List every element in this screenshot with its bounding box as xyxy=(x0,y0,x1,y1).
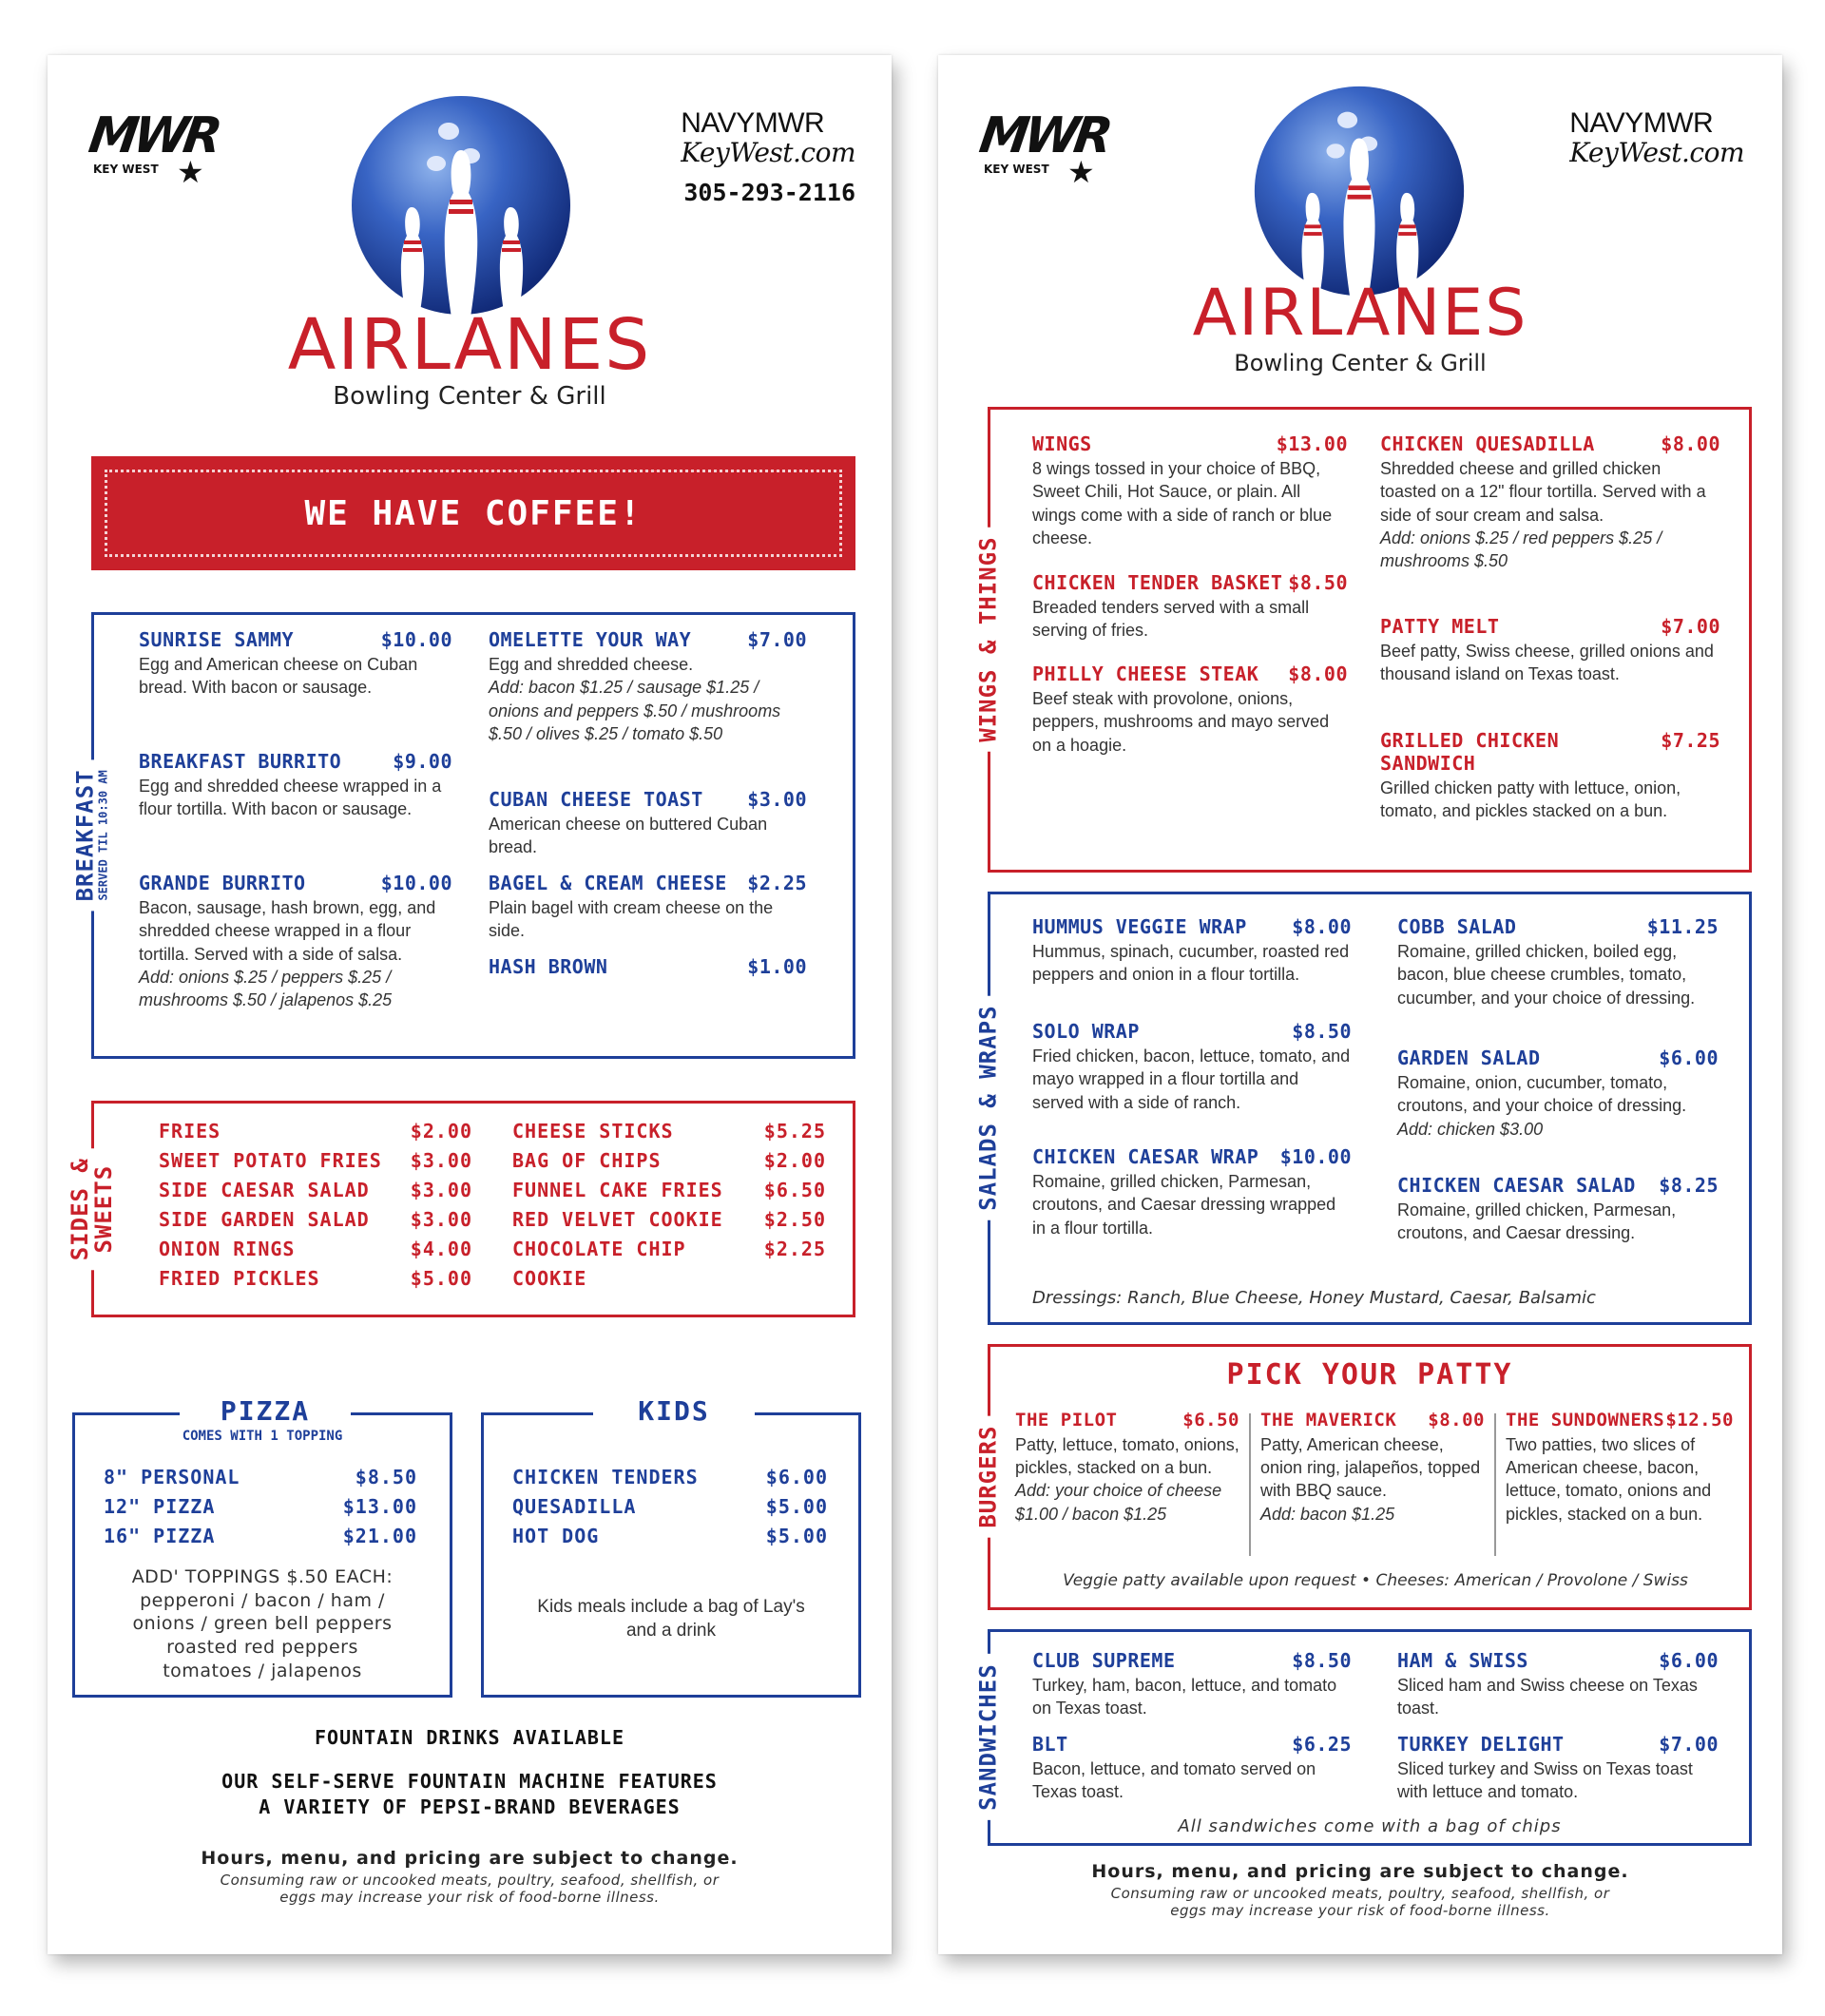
breakfast-label xyxy=(62,615,123,1056)
item-price: $4.00 xyxy=(410,1238,472,1260)
item-name: CLUB SUPREME xyxy=(1032,1649,1176,1672)
item-description: Romaine, grilled chicken, Parmesan, croutons, and Caesar dressing. xyxy=(1397,1200,1677,1243)
list-item xyxy=(104,1522,417,1551)
item-name: COBB SALAD xyxy=(1397,915,1517,938)
item-price: $5.25 xyxy=(763,1120,826,1142)
item-name: SIDE GARDEN SALAD xyxy=(159,1208,370,1231)
item-name: QUESADILLA xyxy=(512,1495,637,1518)
item-price: $5.00 xyxy=(765,1495,828,1518)
menu-item xyxy=(1380,729,1720,823)
list-item xyxy=(104,1463,417,1492)
item-description: Hummus, spinach, cucumber, roasted red peppers and onion in a flour tortilla. xyxy=(1032,942,1350,985)
list-item xyxy=(159,1235,472,1264)
list-item xyxy=(512,1146,826,1176)
mwr-location: KEY WEST xyxy=(984,163,1049,176)
item-price: $6.50 xyxy=(763,1179,826,1201)
menu-item xyxy=(489,628,807,745)
menu-item xyxy=(1397,915,1719,1009)
column-divider xyxy=(1494,1413,1496,1556)
item-price: $3.00 xyxy=(410,1179,472,1201)
item-name: THE MAVERICK xyxy=(1260,1410,1397,1430)
item-name: FUNNEL CAKE FRIES xyxy=(512,1179,723,1201)
item-price: $2.00 xyxy=(763,1149,826,1172)
list-item xyxy=(512,1235,826,1294)
menu-item xyxy=(489,955,807,978)
item-price: $7.25 xyxy=(1661,729,1720,752)
sides-label-line1: SIDES & xyxy=(66,1157,93,1261)
item-name: HASH BROWN xyxy=(489,955,608,978)
item-name: CHICKEN TENDERS xyxy=(512,1466,699,1488)
item-name: PHILLY CHEESE STEAK xyxy=(1032,662,1259,685)
wings-label-text: WINGS & THINGS xyxy=(974,536,1002,743)
sandwiches-note: All sandwiches come with a bag of chips xyxy=(1178,1816,1562,1836)
item-price: $12.50 xyxy=(1665,1410,1734,1430)
menu-item xyxy=(1032,1145,1352,1239)
mwr-logo xyxy=(975,107,1123,193)
brand-subtitle: Bowling Center & Grill xyxy=(333,382,606,411)
item-description: Plain bagel with cream cheese on the side. xyxy=(489,898,774,941)
item-name: CHICKEN TENDER BASKET xyxy=(1032,571,1283,594)
kids-note: Kids meals include a bag of Lay's and a drink xyxy=(537,1597,805,1641)
pizza-title: PIZZA xyxy=(180,1398,351,1425)
wings-section xyxy=(974,407,1752,873)
menu-item xyxy=(1032,915,1352,987)
menu-item xyxy=(1032,571,1348,643)
item-description: Egg and shredded cheese. xyxy=(489,655,694,674)
menu-item xyxy=(1032,662,1348,757)
item-price: $11.25 xyxy=(1646,915,1719,938)
coffee-banner xyxy=(91,456,855,570)
item-addons: Add: chicken $3.00 xyxy=(1397,1119,1544,1139)
fountain-drinks-heading: FOUNTAIN DRINKS AVAILABLE xyxy=(314,1726,625,1749)
bowling-ball-logo-icon xyxy=(349,93,573,317)
item-name: GRANDE BURRITO xyxy=(139,872,306,894)
item-description: Egg and American cheese on Cuban bread. With bacon or sausage. xyxy=(139,655,418,698)
item-description: Beef steak with provolone, onions, peppers, mushrooms and mayo served on a hoagie. xyxy=(1032,689,1330,755)
item-price: $3.00 xyxy=(410,1149,472,1172)
menu-item xyxy=(489,788,807,859)
item-price: $7.00 xyxy=(747,628,807,651)
list-item xyxy=(159,1205,472,1235)
menu-item xyxy=(1380,432,1720,572)
item-price: $13.00 xyxy=(342,1495,417,1518)
pick-your-patty-title: PICK YOUR PATTY xyxy=(1226,1358,1513,1392)
item-price: $2.50 xyxy=(763,1208,826,1231)
item-name: WINGS xyxy=(1032,432,1092,455)
website-line2: KeyWest.com xyxy=(681,136,855,168)
menu-item xyxy=(1397,1046,1719,1141)
item-price: $9.00 xyxy=(393,750,452,773)
wings-label xyxy=(958,410,1019,870)
brand-title: AIRLANES xyxy=(1192,276,1528,351)
item-description: Sliced turkey and Swiss on Texas toast with lettuce and tomato. xyxy=(1397,1759,1693,1802)
breakfast-label-text: BREAKFAST xyxy=(72,769,100,902)
item-price: $13.00 xyxy=(1276,432,1348,455)
item-description: Romaine, grilled chicken, Parmesan, croutons, and Caesar dressing wrapped in a flour tortilla. xyxy=(1032,1172,1336,1238)
breakfast-section xyxy=(72,612,855,1059)
item-price: $6.00 xyxy=(1659,1046,1719,1069)
disclaimer-line1: Consuming raw or uncooked meats, poultry, seafood, shellfish, or xyxy=(220,1872,720,1889)
list-item xyxy=(159,1146,472,1176)
pizza-subtitle: COMES WITH 1 TOPPING xyxy=(182,1429,343,1444)
salads-label-text: SALADS & WRAPS xyxy=(974,1005,1002,1212)
item-name: SUNRISE SAMMY xyxy=(139,628,295,651)
sides-list-right xyxy=(512,1117,826,1294)
menu-item xyxy=(1397,1174,1719,1245)
item-price: $5.00 xyxy=(410,1267,472,1290)
item-price: $8.50 xyxy=(1292,1649,1352,1672)
item-name: HAM & SWISS xyxy=(1397,1649,1528,1672)
toppings-line: tomatoes / jalapenos xyxy=(163,1660,362,1681)
item-price: $6.50 xyxy=(1182,1410,1239,1430)
menu-item xyxy=(139,750,452,821)
item-addons: Add: onions $.25 / red peppers $.25 / mushrooms $.50 xyxy=(1380,528,1662,571)
item-description: Sliced ham and Swiss cheese on Texas toast. xyxy=(1397,1676,1698,1718)
website-url[interactable] xyxy=(1569,108,1744,166)
sides-list-left xyxy=(159,1117,472,1294)
brand-title: AIRLANES xyxy=(287,304,652,386)
menu-page-back xyxy=(938,55,1782,1954)
item-description: Romaine, grilled chicken, boiled egg, bacon, blue cheese crumbles, tomato, cucumber, and your choice of dressing. xyxy=(1397,942,1696,1008)
menu-item xyxy=(1260,1410,1485,1526)
item-name: CHICKEN CAESAR SALAD xyxy=(1397,1174,1636,1197)
item-name: BAGEL & CREAM CHEESE xyxy=(489,872,727,894)
toppings-line: onions / green bell peppers xyxy=(132,1613,393,1635)
item-price: $6.25 xyxy=(1292,1733,1352,1756)
item-price: $8.50 xyxy=(1288,571,1348,594)
menu-item xyxy=(1032,1020,1352,1114)
item-description: Grilled chicken patty with lettuce, onion, tomato, and pickles stacked on a bun. xyxy=(1380,778,1681,821)
item-description: Egg and shredded cheese wrapped in a flour tortilla. With bacon or sausage. xyxy=(139,777,442,819)
brand-subtitle: Bowling Center & Grill xyxy=(1234,350,1487,376)
item-price: $7.00 xyxy=(1659,1733,1719,1756)
toppings-line: pepperoni / bacon / ham / xyxy=(140,1589,385,1611)
item-name: 16" PIZZA xyxy=(104,1525,216,1547)
item-price: $6.00 xyxy=(765,1466,828,1488)
item-price: $8.00 xyxy=(1292,915,1352,938)
item-description: Breaded tenders served with a small serving of fries. xyxy=(1032,598,1310,641)
item-name: CUBAN CHEESE TOAST xyxy=(489,788,703,811)
list-item xyxy=(104,1492,417,1522)
pizza-list xyxy=(104,1463,417,1551)
item-name: CHEESE STICKS xyxy=(512,1120,674,1142)
menu-item xyxy=(1015,1410,1239,1526)
item-name: RED VELVET COOKIE xyxy=(512,1208,723,1231)
item-price: $7.00 xyxy=(1661,615,1720,638)
item-name: SOLO WRAP xyxy=(1032,1020,1140,1043)
breakfast-hours: SERVED TIL 10:30 AM xyxy=(97,770,111,901)
item-name: BAG OF CHIPS xyxy=(512,1149,662,1172)
mwr-logo-text: MWR xyxy=(975,107,1112,164)
menu-item xyxy=(1397,1733,1719,1804)
item-description: Romaine, onion, cucumber, tomato, croutons, and your choice of dressing. xyxy=(1397,1073,1687,1116)
menu-item xyxy=(1032,432,1348,549)
list-item xyxy=(512,1463,828,1492)
bowling-ball-logo-icon xyxy=(1252,84,1467,298)
star-icon: ★ xyxy=(1067,155,1095,189)
salads-label xyxy=(958,894,1019,1322)
sides-label-line2: SWEETS xyxy=(90,1164,117,1254)
item-description: Patty, lettuce, tomato, onions, pickles, stacked on a bun. xyxy=(1015,1434,1239,1478)
item-name: CHOCOLATE CHIP COOKIE xyxy=(512,1238,686,1290)
item-description: Patty, American cheese, onion ring, jalapeños, topped with BBQ sauce. xyxy=(1260,1434,1481,1501)
item-price: $8.25 xyxy=(1659,1174,1719,1197)
item-price: $2.00 xyxy=(410,1120,472,1142)
item-addons: Add: bacon $1.25 xyxy=(1260,1504,1395,1524)
item-name: GRILLED CHICKEN SANDWICH xyxy=(1380,729,1560,775)
menu-item xyxy=(489,872,807,943)
menu-item xyxy=(139,628,452,700)
item-price: $8.00 xyxy=(1428,1410,1485,1430)
fountain-drinks-line1: OUR SELF-SERVE FOUNTAIN MACHINE FEATURES xyxy=(221,1770,718,1793)
list-item xyxy=(512,1492,828,1522)
phone-number[interactable]: 305-293-2116 xyxy=(683,179,855,206)
item-name: FRIES xyxy=(159,1120,221,1142)
kids-title: KIDS xyxy=(593,1398,755,1425)
disclaimer-line2: eggs may increase your risk of food-borne illness. xyxy=(279,1889,660,1906)
item-addons: Add: bacon $1.25 / sausage $1.25 / onions and peppers $.50 / mushrooms $.50 / olives $.25 / tomato $.50 xyxy=(489,678,781,743)
item-name: 12" PIZZA xyxy=(104,1495,216,1518)
mwr-logo xyxy=(85,107,232,193)
sides-label xyxy=(62,1104,123,1315)
item-addons: Add: your choice of cheese $1.00 / bacon $1.25 xyxy=(1015,1481,1222,1524)
item-name: CHICKEN CAESAR WRAP xyxy=(1032,1145,1259,1168)
item-description: Turkey, ham, bacon, lettuce, and tomato on Texas toast. xyxy=(1032,1676,1337,1718)
list-item xyxy=(159,1176,472,1205)
item-name: THE PILOT xyxy=(1015,1410,1118,1430)
item-name: HOT DOG xyxy=(512,1525,600,1547)
pizza-toppings xyxy=(75,1565,450,1682)
item-price: $2.25 xyxy=(763,1238,826,1260)
mwr-location: KEY WEST xyxy=(93,163,159,176)
star-icon: ★ xyxy=(177,155,204,189)
item-price: $1.00 xyxy=(747,955,807,978)
website-line1: NAVYMWR xyxy=(1569,107,1714,139)
item-description: Bacon, sausage, hash brown, egg, and shredded cheese wrapped in a flour tortilla. Served with a side of salsa. xyxy=(139,898,436,964)
sandwiches-section xyxy=(974,1629,1752,1846)
item-price: $5.00 xyxy=(765,1525,828,1547)
sides-section xyxy=(66,1101,855,1317)
list-item xyxy=(512,1117,826,1146)
item-price: $3.00 xyxy=(410,1208,472,1231)
item-price: $6.00 xyxy=(1659,1649,1719,1672)
item-name: PATTY MELT xyxy=(1380,615,1500,638)
salads-section xyxy=(974,892,1752,1325)
item-name: OMELETTE YOUR WAY xyxy=(489,628,692,651)
website-line2: KeyWest.com xyxy=(1569,136,1744,168)
kids-list xyxy=(512,1463,828,1551)
item-name: HUMMUS VEGGIE WRAP xyxy=(1032,915,1247,938)
item-name: THE SUNDOWNERS xyxy=(1506,1410,1665,1430)
item-name: TURKEY DELIGHT xyxy=(1397,1733,1565,1756)
item-price: $21.00 xyxy=(342,1525,417,1547)
burgers-label-text: BURGERS xyxy=(974,1425,1002,1529)
pizza-section xyxy=(72,1395,452,1698)
item-name: FRIED PICKLES xyxy=(159,1267,320,1290)
item-description: 8 wings tossed in your choice of BBQ, Sweet Chili, Hot Sauce, or plain. All wings come with a side of ranch or blue cheese. xyxy=(1032,459,1333,547)
coffee-banner-text: WE HAVE COFFEE! xyxy=(304,493,643,533)
column-divider xyxy=(1249,1413,1251,1556)
item-description: Shredded cheese and grilled chicken toasted on a 12" flour tortilla. Served with a side of sour cream and salsa. xyxy=(1380,459,1706,525)
item-name: SWEET POTATO FRIES xyxy=(159,1149,382,1172)
item-name: BLT xyxy=(1032,1733,1068,1756)
item-description: Fried chicken, bacon, lettuce, tomato, and mayo wrapped in a flour tortilla and served with a side of ranch. xyxy=(1032,1046,1351,1112)
item-name: SIDE CAESAR SALAD xyxy=(159,1179,370,1201)
item-price: $3.00 xyxy=(747,788,807,811)
item-name: BREAKFAST BURRITO xyxy=(139,750,342,773)
item-name: GARDEN SALAD xyxy=(1397,1046,1541,1069)
disclaimer-line2: eggs may increase your risk of food-borne illness. xyxy=(1170,1902,1550,1919)
burgers-note: Veggie patty available upon request • Cheeses: American / Provolone / Swiss xyxy=(1063,1571,1688,1590)
mwr-logo-text: MWR xyxy=(85,107,221,164)
website-url[interactable] xyxy=(681,108,855,166)
burgers-section xyxy=(974,1344,1752,1610)
item-name: ONION RINGS xyxy=(159,1238,296,1260)
menu-item xyxy=(1506,1410,1734,1526)
item-name: 8" PERSONAL xyxy=(104,1466,240,1488)
item-description: Beef patty, Swiss cheese, grilled onions and thousand island on Texas toast. xyxy=(1380,642,1714,684)
list-item xyxy=(159,1117,472,1146)
disclaimer-heading: Hours, menu, and pricing are subject to change. xyxy=(201,1848,739,1869)
item-price: $8.00 xyxy=(1661,432,1720,455)
item-price: $8.50 xyxy=(355,1466,417,1488)
menu-item xyxy=(1032,1733,1352,1804)
menu-item xyxy=(1380,615,1720,686)
item-price: $10.00 xyxy=(1279,1145,1352,1168)
item-price: $8.50 xyxy=(1292,1020,1352,1043)
item-name: CHICKEN QUESADILLA xyxy=(1380,432,1595,455)
kids-section xyxy=(481,1395,861,1698)
item-price: $10.00 xyxy=(380,628,452,651)
dressings-note: Dressings: Ranch, Blue Cheese, Honey Mustard, Caesar, Balsamic xyxy=(1032,1288,1596,1308)
item-description: Bacon, lettuce, and tomato served on Texas toast. xyxy=(1032,1759,1316,1802)
item-price: $2.25 xyxy=(747,872,807,894)
menu-page-front xyxy=(48,55,892,1954)
menu-item xyxy=(139,872,452,1011)
list-item xyxy=(512,1522,828,1551)
menu-item xyxy=(1032,1649,1352,1720)
disclaimer-heading: Hours, menu, and pricing are subject to change. xyxy=(1091,1861,1629,1882)
item-price: $10.00 xyxy=(380,872,452,894)
toppings-line: roasted red peppers xyxy=(166,1637,358,1659)
menu-item xyxy=(1397,1649,1719,1720)
item-description: American cheese on buttered Cuban bread. xyxy=(489,815,768,857)
fountain-drinks-line2: A VARIETY OF PEPSI-BRAND BEVERAGES xyxy=(259,1795,681,1818)
item-description: Two patties, two slices of American cheese, bacon, lettuce, tomato, onions and pickles, stacked on a bun. xyxy=(1506,1434,1712,1524)
list-item xyxy=(159,1264,472,1294)
item-price: $8.00 xyxy=(1288,662,1348,685)
item-addons: Add: onions $.25 / peppers $.25 / mushrooms $.50 / jalapenos $.25 xyxy=(139,967,393,1010)
website-line1: NAVYMWR xyxy=(681,107,825,139)
disclaimer-line1: Consuming raw or uncooked meats, poultry, seafood, shellfish, or xyxy=(1110,1885,1610,1902)
sandwiches-label xyxy=(958,1632,1019,1843)
list-item xyxy=(512,1176,826,1205)
toppings-line: ADD' TOPPINGS $.50 EACH: xyxy=(131,1566,394,1587)
list-item xyxy=(512,1205,826,1235)
sandwiches-label-text: SANDWICHES xyxy=(974,1663,1002,1812)
